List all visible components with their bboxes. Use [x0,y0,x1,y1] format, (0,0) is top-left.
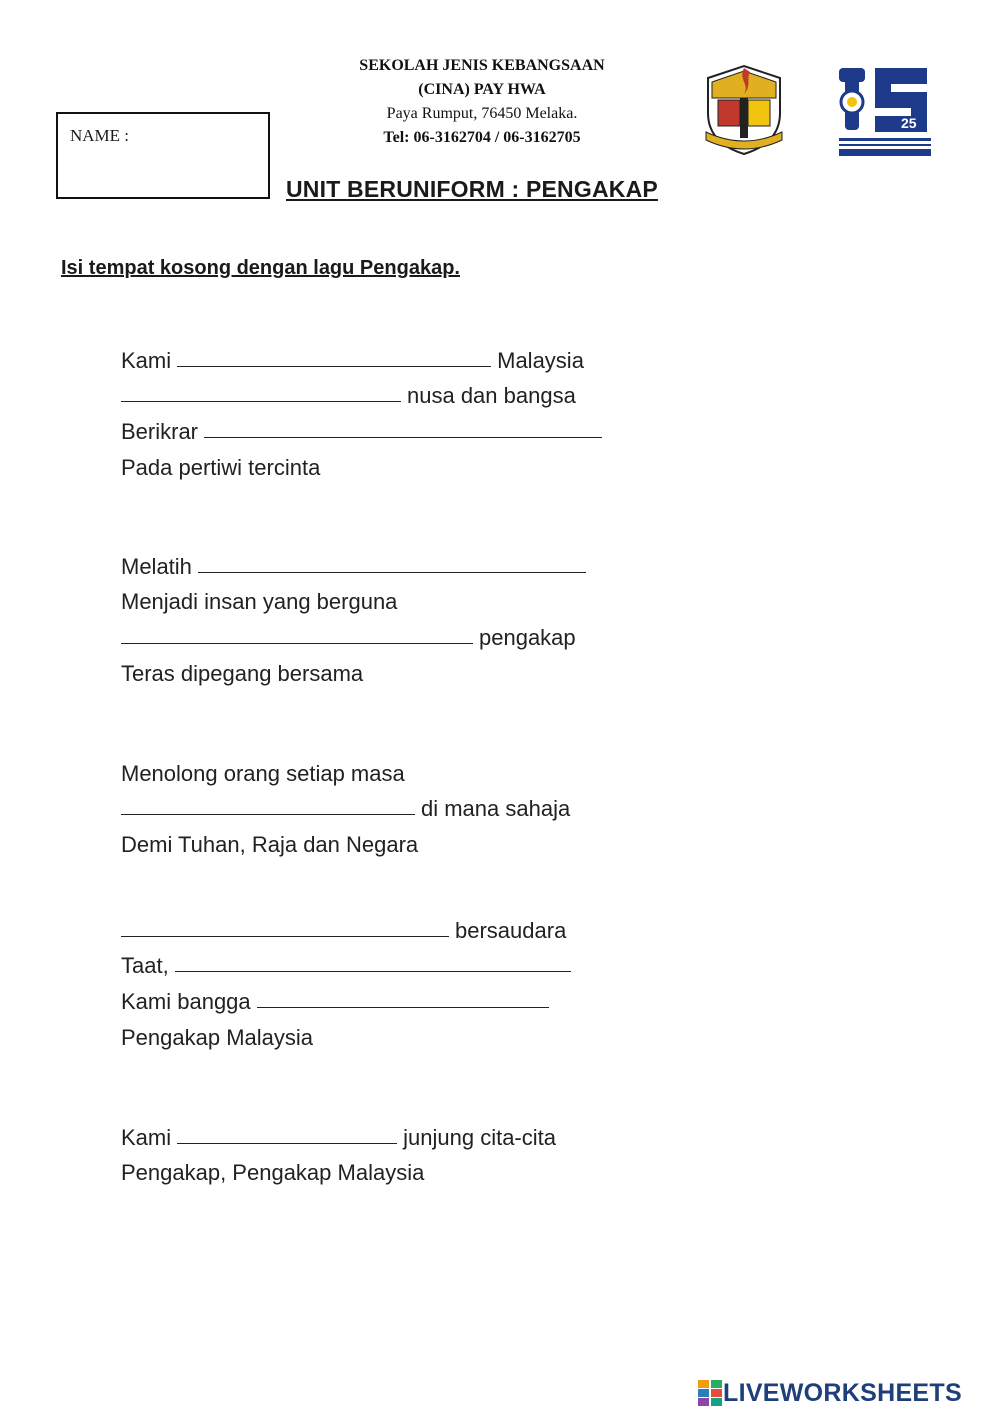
lyric-text: Taat, [121,953,169,979]
liveworksheets-logo-icon [697,1379,723,1407]
answer-blank[interactable] [257,1006,549,1008]
school-telephone: Tel: 06-3162704 / 06-3162705 [383,129,581,146]
lyric-line [121,944,571,980]
liveworksheets-wordmark: LIVEWORKSHEETS [723,1378,962,1407]
answer-blank[interactable] [121,935,449,937]
lyric-line: Pengakap Malaysia [121,1024,314,1050]
lyric-line [121,979,571,1015]
lyric-text: Melatih [121,553,192,579]
school-address: Paya Rumput, 76450 Melaka. [386,105,578,122]
answer-blank[interactable] [177,1142,397,1144]
ts-number: 25 [901,115,917,131]
answer-blank[interactable] [198,571,586,573]
stanza-4 [121,908,571,1051]
worksheet-title: UNIT BERUNIFORM : PENGAKAP [286,176,658,202]
lyric-line: Demi Tuhan, Raja dan Negara [121,832,419,858]
lyric-line: Pada pertiwi tercinta [121,454,321,480]
lyric-line [121,787,570,823]
lyric-line: Pengakap, Pengakap Malaysia [121,1160,425,1186]
school-crest-logo [700,58,788,158]
lyric-line: Teras dipegang bersama [121,660,364,686]
lyric-line [121,544,586,580]
lyric-text: bersaudara [455,917,567,943]
lyric-line [121,374,602,410]
lyric-line [121,615,586,651]
instruction-text: Isi tempat kosong dengan lagu Pengakap. [61,257,460,279]
ts25-program-logo [835,62,935,158]
liveworksheets-brand [697,1377,962,1409]
answer-blank[interactable] [175,970,571,972]
lyric-line: Menolong orang setiap masa [121,760,405,786]
lyric-line [121,338,602,374]
lyric-text: nusa dan bangsa [407,383,576,409]
answer-blank[interactable] [121,642,473,644]
stanza-2 [121,544,586,687]
answer-blank[interactable] [121,400,401,402]
lyric-line [121,1115,556,1151]
lyric-text: junjung cita-cita [403,1124,556,1150]
name-box[interactable] [56,112,270,199]
stanza-3 [121,751,570,858]
lyric-line [121,409,602,445]
lyric-text: Kami [121,347,172,373]
answer-blank[interactable] [204,436,602,438]
lyric-text: di mana sahaja [421,796,571,822]
lyric-line [121,908,571,944]
lyric-text: Malaysia [497,347,584,373]
lyric-text: pengakap [479,625,576,651]
lyric-text: Berikrar [121,419,199,445]
stanza-5 [121,1115,556,1186]
school-header [300,54,664,150]
school-name-line1: SEKOLAH JENIS KEBANGSAAN [359,57,605,74]
lyric-text: Kami [121,1124,172,1150]
lyric-line: Menjadi insan yang berguna [121,589,398,615]
stanza-1 [121,338,602,481]
answer-blank[interactable] [121,813,415,815]
lyric-text: Kami bangga [121,989,251,1015]
answer-blank[interactable] [177,365,491,367]
name-label: NAME : [70,126,130,145]
school-name-line2: (CINA) PAY HWA [418,81,546,98]
